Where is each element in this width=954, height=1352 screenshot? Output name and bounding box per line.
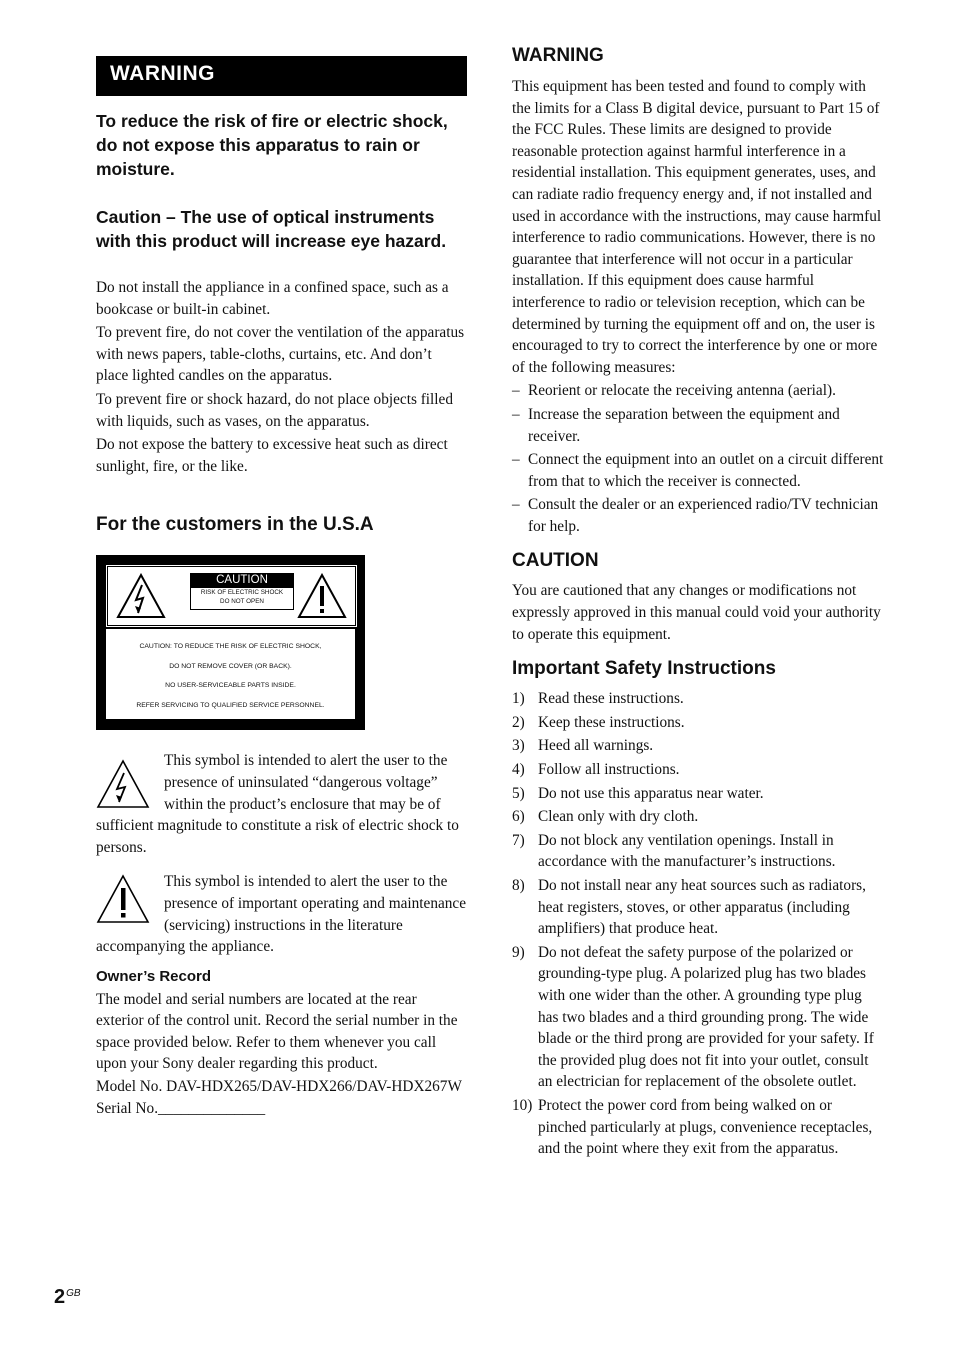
left-column	[96, 56, 467, 1119]
exclamation-warning-icon	[96, 873, 150, 925]
paragraph: To prevent fire or shock hazard, do not place objects filled with liquids, such as vases, on the apparatus.	[96, 390, 453, 430]
safety-instructions-heading: Important Safety Instructions	[512, 658, 776, 680]
paragraph: Do not expose the battery to excessive heat such as direct sunlight, fire, or the like.	[96, 436, 448, 475]
list-item: 8) Do not install near any heat sources such as radiators, heat registers, stoves, or other apparatus (including amplifiers) that produce heat.	[512, 877, 866, 938]
list-item: 4) Follow all instructions.	[512, 761, 680, 779]
fire-shock-warning: To reduce the risk of fire or electric shock, do not expose this apparatus to rain or moisture.	[96, 111, 448, 179]
caution-label	[96, 555, 365, 730]
exclamation-symbol-note: This symbol is intended to alert the user to the presence of important operating and maintenance (servicing) instructions in the literature accompanying the appliance.	[96, 873, 466, 956]
owners-record-heading: Owner’s Record	[96, 967, 212, 985]
list-item: 7) Do not block any ventilation openings. Install in accordance with the manufacturer’s instructions.	[512, 831, 836, 871]
list-item: – Consult the dealer or an experienced radio/TV technician for help.	[512, 494, 884, 537]
lightning-symbol-note: This symbol is intended to alert the user to the presence of uninsulated “dangerous voltage” within the product’s enclosure that may be of sufficient magnitude to constitute a risk of electric shock to persons.	[96, 752, 459, 856]
safety-paragraphs	[96, 277, 467, 477]
list-item: – Connect the equipment into an outlet on a circuit different from that to which the receiver is connected.	[512, 449, 884, 492]
lightning-warning-icon	[116, 573, 166, 619]
list-item: 6) Clean only with dry cloth.	[512, 808, 699, 826]
right-column	[512, 44, 884, 1160]
paragraph: Do not install the appliance in a confined space, such as a bookcase or built-in cabinet.	[96, 279, 449, 318]
owners-record-text: The model and serial numbers are located at the rear exterior of the control unit. Record the serial number in the space provided below. Refer to them whenever you call upon your Sony dealer regarding this product.	[96, 990, 458, 1073]
usa-heading: For the customers in the U.S.A	[96, 514, 374, 536]
model-number: Model No. DAV-HDX265/DAV-HDX266/DAV-HDX267W	[96, 1078, 462, 1096]
list-item: 2) Keep these instructions.	[512, 713, 685, 731]
measures-list	[512, 380, 884, 537]
caution-heading: CAUTION	[512, 550, 599, 572]
serial-number: Serial No.______________	[96, 1099, 266, 1117]
list-item: 1) Read these instructions.	[512, 690, 684, 708]
list-item: 5) Do not use this apparatus near water.	[512, 784, 764, 802]
fcc-warning-heading: WARNING	[512, 45, 604, 66]
optical-caution: Caution – The use of optical instruments with this product will increase eye hazard.	[96, 207, 447, 251]
list-item: 10) Protect the power cord from being walked on or pinched particularly at plugs, convenience receptacles, and the point where they exit from the apparatus.	[512, 1096, 873, 1158]
page-number: $2^{GB}$	[54, 1286, 81, 1308]
exclamation-warning-icon	[297, 573, 347, 619]
instructions-list	[512, 688, 884, 1159]
fcc-text: This equipment has been tested and found to comply with the limits for a Class B digital device, pursuant to Part 15 of the FCC Rules. These limits are designed to provide reasonable protection against harmful interference in a residential installation. This equipment generates, uses, and can radiate radio frequency energy and, if not installed and used in accordance with the instructions, may cause harmful interference to radio communications. However, there is no guarantee that interference will not occur in a particular installation. If this equipment does cause harmful interference to radio or television reception, which can be determined by turning the equipment off and on, the user is encouraged to try to correct the interference by one or more of the following measures:	[512, 78, 882, 376]
list-item: – Reorient or relocate the receiving antenna (aerial).	[512, 380, 884, 402]
list-item: 9) Do not defeat the safety purpose of the polarized or grounding-type plug. A polarized plug has two blades with one wider than the other. A grounding type plug has two blades and a third grounding prong. The wide blade or the third prong are provided for your safety. If the provided plug does not fit into your outlet, consult an electrician for replacement of the obsolete outlet.	[512, 943, 874, 1091]
list-item: 3) Heed all warnings.	[512, 737, 654, 755]
lightning-warning-icon	[96, 758, 150, 810]
list-item: – Increase the separation between the equipment and receiver.	[512, 404, 884, 447]
label-caution-text: CAUTION: TO REDUCE THE RISK OF ELECTRIC SHOCK, DO NOT REMOVE COVER (OR BACK). NO USER-SERVICEABLE PARTS INSIDE. REFER SERVICING TO QUALIFIED SERVICE PERSONNEL.	[136, 643, 325, 709]
caution-text: You are cautioned that any changes or modifications not expressly approved in this manual could void your authority to operate this equipment.	[512, 582, 881, 643]
label-caution-title: CAUTION	[190, 573, 294, 587]
warning-banner: WARNING	[96, 56, 467, 96]
paragraph: To prevent fire, do not cover the ventilation of the apparatus with news papers, table-cloths, curtains, etc. And don’t place lighted candles on the apparatus.	[96, 324, 465, 385]
label-caution-sub: RISK OF ELECTRIC SHOCK DO NOT OPEN	[190, 587, 294, 610]
